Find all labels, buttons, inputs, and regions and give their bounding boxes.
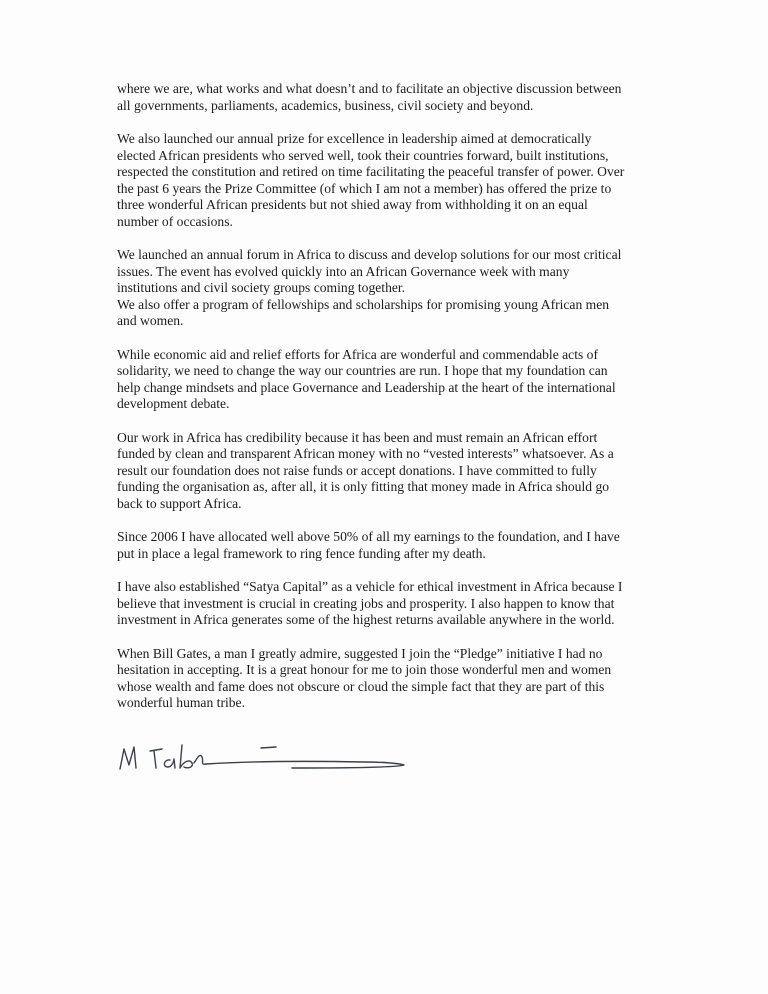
handwritten-signature bbox=[112, 735, 412, 780]
signature-icon bbox=[112, 735, 412, 780]
paragraph-annual-forum: We launched an annual forum in Africa to discuss and develop solutions for our most critical issues. The event has evolved quickly into an African Governance week with many institutions and civil society groups coming together. bbox=[117, 247, 622, 295]
paragraph-aid-and-governance: While economic aid and relief efforts for Africa are wonderful and commendable acts of solidarity, we need to change the way our countries are run. I hope that my foundation can help change mindsets and place Governance and Leadership at the heart of the international development debate. bbox=[117, 346, 616, 411]
paragraph-fellowships: We also offer a program of fellowships and scholarships for promising young African men and women. bbox=[117, 296, 610, 328]
paragraph-earnings-allocation: Since 2006 I have allocated well above 50% of all my earnings to the foundation, and I have put in place a legal framework to ring fence funding after my death. bbox=[117, 529, 620, 561]
paragraph-credibility: Our work in Africa has credibility because it has been and must remain an African effort funded by clean and transparent African money with no “vested interests” whatsoever. As a result our foundation does not raise funds or accept donations. I have committed to fully funding the organisation as, after all, it is only fitting that money made in Africa should go back to support Africa. bbox=[117, 429, 614, 511]
paragraph-leadership-prize: We also launched our annual prize for excellence in leadership aimed at democratically elected African presidents who served well, took their countries forward, built institutions, respected the constitution and retired on time facilitating the peaceful transfer of power. Over the past 6 years the Prize Committee (of which I am not a member) has offered the prize to three wonderful African presidents but not shied away from withholding it on an equal number of occasions. bbox=[117, 131, 625, 229]
letter-body bbox=[117, 81, 637, 729]
paragraph-satya-capital: I have also established “Satya Capital” as a vehicle for ethical investment in Africa because I believe that investment is crucial in creating jobs and prosperity. I also happen to know that investment in Africa generates some of the highest returns available anywhere in the world. bbox=[117, 579, 623, 627]
paragraph-giving-pledge: When Bill Gates, a man I greatly admire, suggested I join the “Pledge” initiative I had no hesitation in accepting. It is a great honour for me to join those wonderful men and women whose wealth and fame does not obscure or cloud the simple fact that they are part of this wonderful human tribe. bbox=[117, 645, 612, 710]
paragraph-discussion: where we are, what works and what doesn’t and to facilitate an objective discussion between all governments, parliaments, academics, business, civil society and beyond. bbox=[117, 81, 622, 113]
